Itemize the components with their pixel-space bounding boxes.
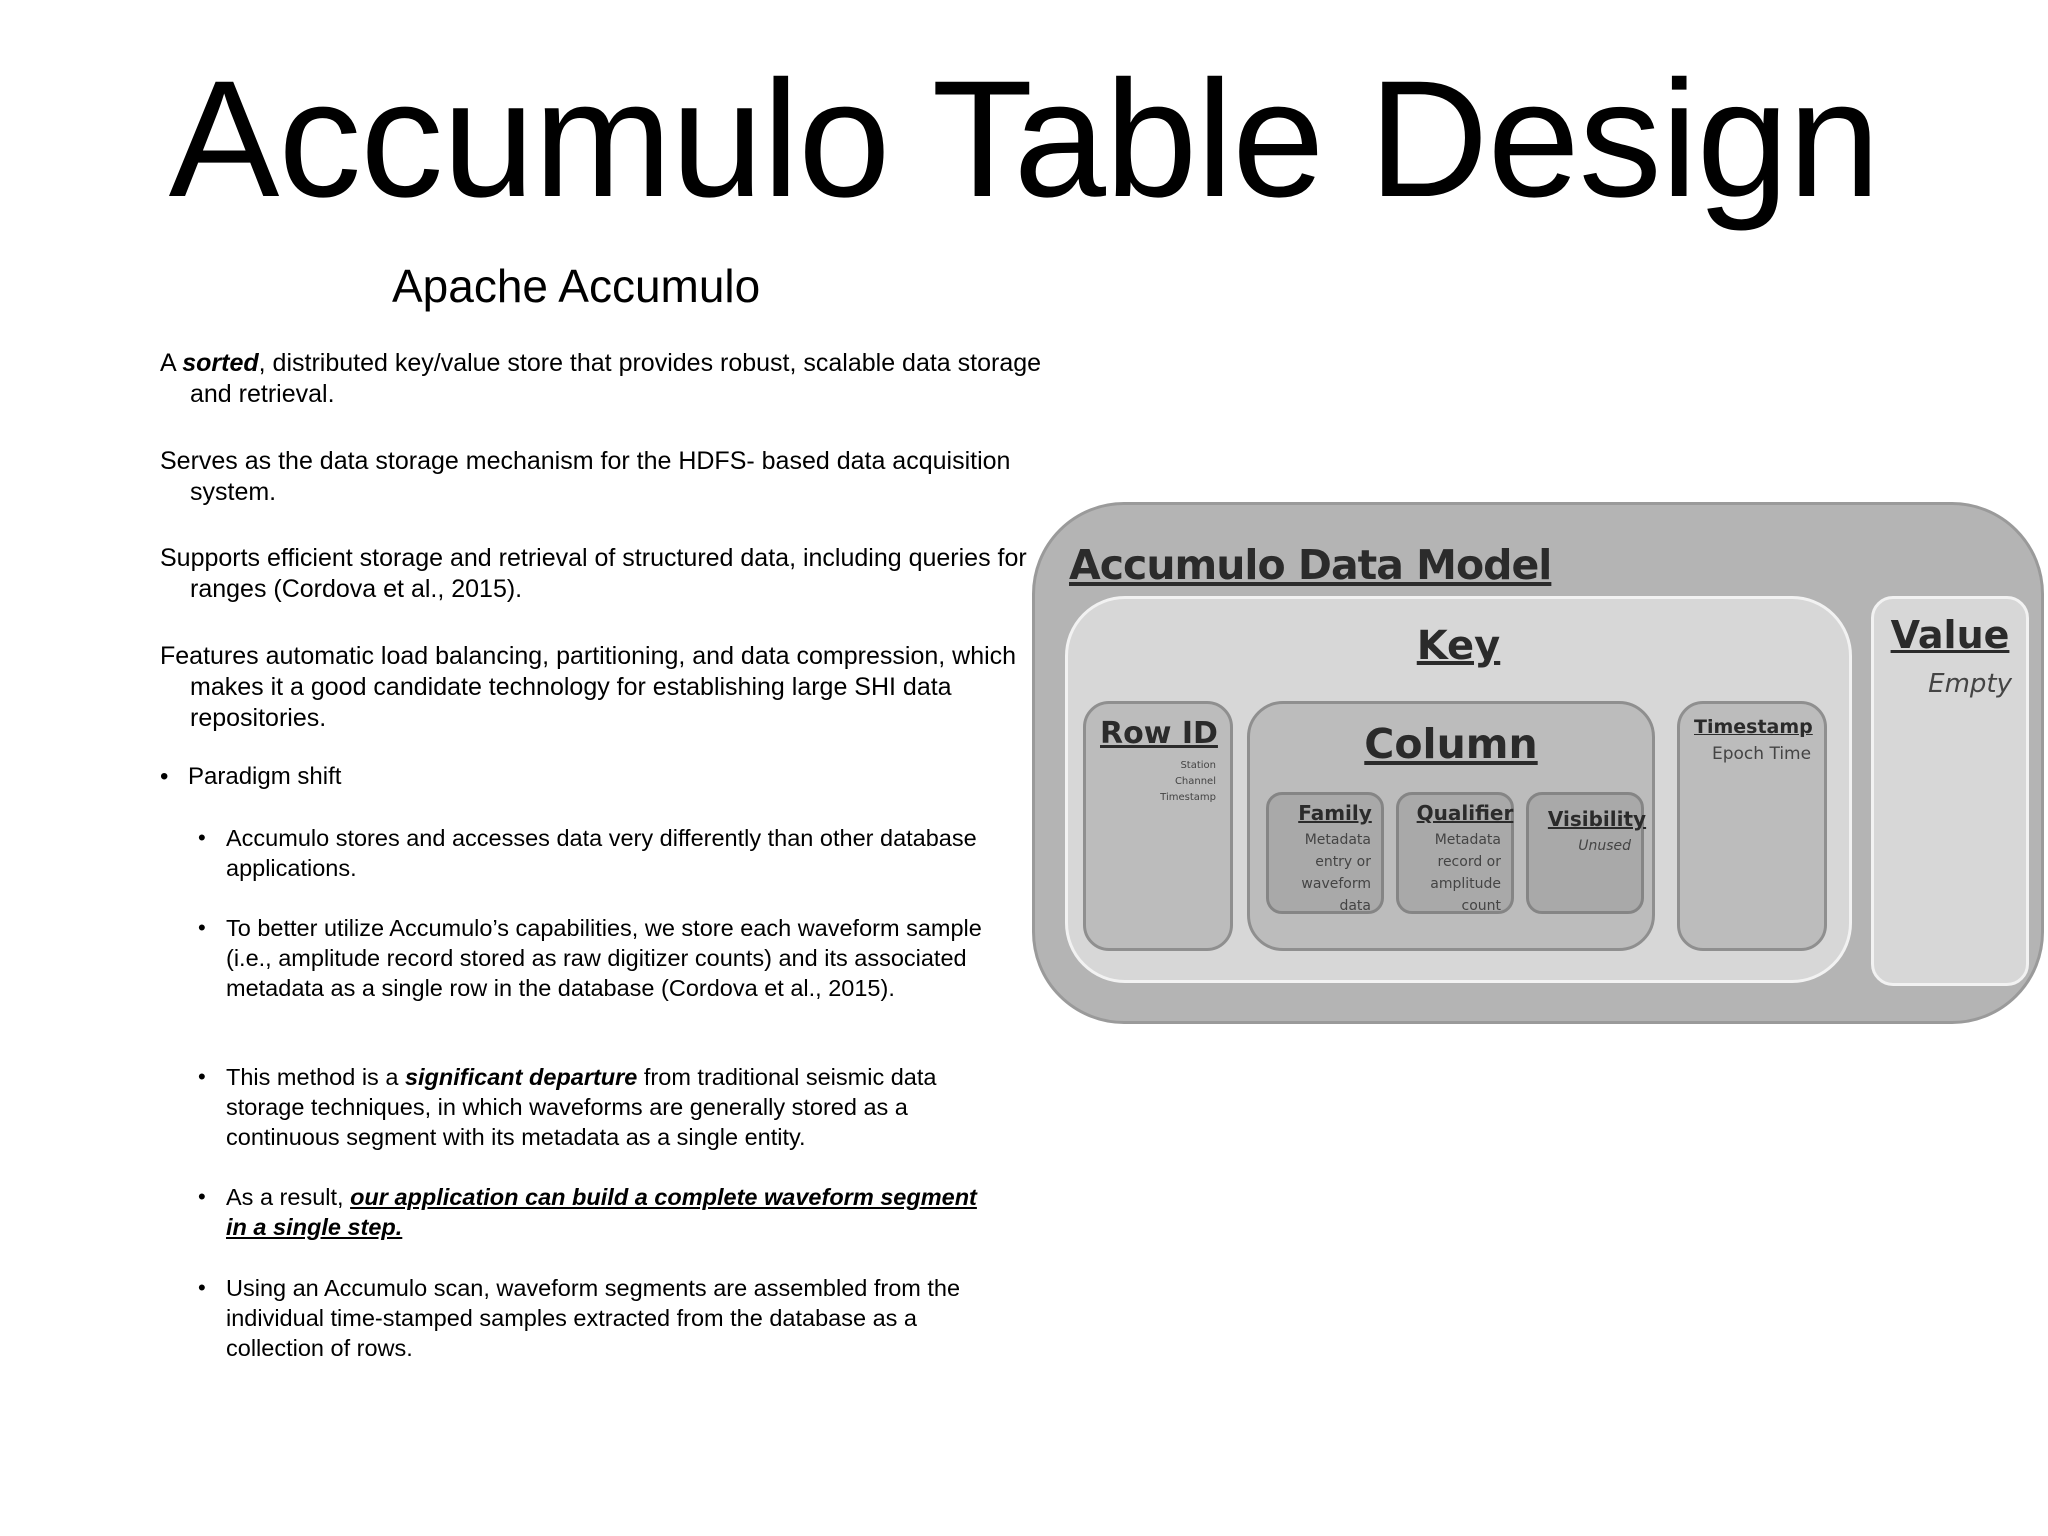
sub-bullet-5 bbox=[198, 1273, 998, 1363]
paragraph-storage-mechanism: Serves as the data storage mechanism for the HDFS- based data acquisition system. bbox=[160, 447, 1011, 506]
timestamp-sub-label: Epoch Time bbox=[1712, 744, 1812, 764]
timestamp-box bbox=[1677, 701, 1827, 951]
visibility-label: Visibility bbox=[1547, 807, 1647, 831]
sub-bullet-3 bbox=[198, 1062, 998, 1152]
bullet-marker: • bbox=[198, 825, 206, 850]
visibility-sub-label: Unused bbox=[1578, 838, 1631, 854]
family-box bbox=[1266, 792, 1384, 914]
data-model-diagram bbox=[1032, 502, 2044, 1024]
sub-bullet-text: As a result, our application can build a complete waveform segment in a single step. bbox=[226, 1184, 977, 1240]
bullet-marker: • bbox=[198, 915, 206, 940]
bullet-marker: • bbox=[198, 1064, 206, 1089]
sub-bullet-text: To better utilize Accumulo’s capabilities, we store each waveform sample (i.e., amplitude record stored as raw digitizer counts) and its associated metadata as a single row in the database (Cordova et al., 2015). bbox=[226, 915, 982, 1001]
timestamp-label: Timestamp bbox=[1694, 716, 1813, 738]
row-id-label: Row ID bbox=[1100, 716, 1218, 751]
qualifier-description: Metadata record or amplitude count bbox=[1430, 832, 1501, 914]
visibility-box bbox=[1526, 792, 1647, 914]
sub-bullet-text: Accumulo stores and accesses data very differently than other database applications. bbox=[226, 825, 977, 881]
bullet-marker: • bbox=[160, 763, 169, 790]
row-id-item: Timestamp bbox=[1160, 792, 1216, 803]
value-sub-label: Empty bbox=[1928, 669, 2012, 699]
qualifier-label: Qualifier bbox=[1416, 801, 1514, 825]
row-id-box bbox=[1083, 701, 1233, 951]
bullet-marker: • bbox=[198, 1184, 206, 1209]
section-heading: Apache Accumulo bbox=[392, 260, 761, 312]
sub-bullet-4 bbox=[198, 1182, 998, 1242]
slide-title: Accumulo Table Design bbox=[168, 47, 1880, 232]
paragraph-features: Features automatic load balancing, partitioning, and data compression, which makes it a good candidate technology for establishing large SHI data repositories. bbox=[160, 642, 1017, 732]
row-id-item: Station bbox=[1180, 760, 1216, 771]
bullet-text: Paradigm shift bbox=[188, 763, 342, 790]
family-description: Metadata entry or waveform data bbox=[1301, 832, 1371, 914]
sub-bullet-1 bbox=[198, 823, 998, 883]
bullet-marker: • bbox=[198, 1275, 206, 1300]
value-box bbox=[1871, 596, 2029, 986]
diagram-title: Accumulo Data Model bbox=[1069, 541, 1552, 589]
family-label: Family bbox=[1298, 801, 1372, 825]
sub-bullet-text: This method is a significant departure from traditional seismic data storage techniques, in which waveforms are generally stored as a continuous segment with its metadata as a single entity. bbox=[226, 1064, 937, 1150]
key-label: Key bbox=[1416, 623, 1501, 669]
sub-bullet-2 bbox=[198, 913, 998, 1003]
qualifier-box bbox=[1396, 792, 1514, 914]
column-box bbox=[1247, 701, 1655, 951]
paragraph-efficient-storage: Supports efficient storage and retrieval of structured data, including queries for ranges (Cordova et al., 2015). bbox=[160, 544, 1027, 603]
paragraph-sorted: A sorted, distributed key/value store that provides robust, scalable data storage and retrieval. bbox=[160, 349, 1042, 408]
row-id-item: Channel bbox=[1174, 776, 1216, 787]
column-label: Column bbox=[1364, 720, 1538, 768]
value-label: Value bbox=[1890, 613, 2010, 657]
sub-bullet-text: Using an Accumulo scan, waveform segments are assembled from the individual time-stamped samples extracted from the database as a collection of rows. bbox=[226, 1275, 961, 1361]
